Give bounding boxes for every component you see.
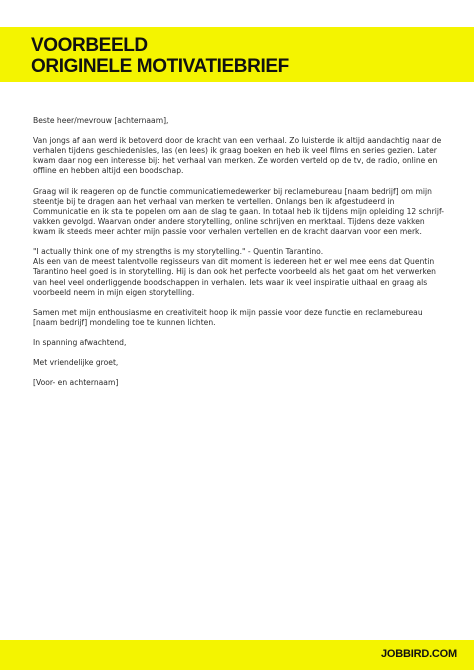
paragraph-intro: Van jongs af aan werd ik betoverd door de kracht van een verhaal. Zo luisterde ik altijd aandachtig naar de verhalen tijdens geschiedenisles, las (en lees) ik graag boeken en heb ik veel films en series gezien. Later kwam daar nog een interesse bij: het verhaal van merken. Ze worden verteld op de tv, de radio, online en offline en hebben altijd een boodschap. xyxy=(33,136,442,176)
title-line-1: VOORBEELD xyxy=(31,35,148,56)
brand-logo: JOBBIRD.COM xyxy=(380,648,457,660)
letter-body xyxy=(33,116,445,399)
title-line-2: ORIGINELE MOTIVATIEBRIEF xyxy=(31,56,289,77)
salutation: Beste heer/mevrouw [achternaam], xyxy=(33,116,169,125)
page-title xyxy=(31,35,289,77)
signature: [Voor- en achternaam] xyxy=(33,378,119,388)
closing-line-1: In spanning afwachtend, xyxy=(33,338,127,348)
quote-explanation: Als een van de meest talentvolle regisseurs van dit moment is iedereen het er wel mee eens dat Quentin Tarantino heel goed is in storytelling. Hij is dan ook het perfecte voorbeeld als het gaat om het verwerken van heel veel onderliggende boodschappen in verhalen. Iets waar ik veel inspiratie uithaal en graag als voorbeeld neem in mijn eigen storytelling. xyxy=(33,257,436,297)
paragraph-quote xyxy=(33,247,445,297)
paragraph-motivation: Graag wil ik reageren op de functie communicatiemedewerker bij reclamebureau [naam bedrijf] om mijn steentje bij te dragen aan het verhaal van merken te vertellen. Onlangs ben ik afgestudeerd in Communicatie en ik sta te popelen om aan de slag te gaan. In totaal heb ik tijdens mijn opleiding 12 schrijf-vakken gevolgd. Waarvan onder andere storytelling, online schrijven en merktaal. Tijdens deze vakken kwam ik steeds meer achter mijn passie voor verhalen vertellen en de kracht daarvan voor een merk. xyxy=(33,186,444,237)
paragraph-closing: Samen met mijn enthousiasme en creativiteit hoop ik mijn passie voor deze functie en reclamebureau [naam bedrijf] mondeling toe te kunnen lichten. xyxy=(33,307,423,327)
quote: "I actually think one of my strengths is my storytelling." - Quentin Tarantino. xyxy=(33,247,324,257)
closing-line-2: Met vriendelijke groet, xyxy=(33,358,119,368)
